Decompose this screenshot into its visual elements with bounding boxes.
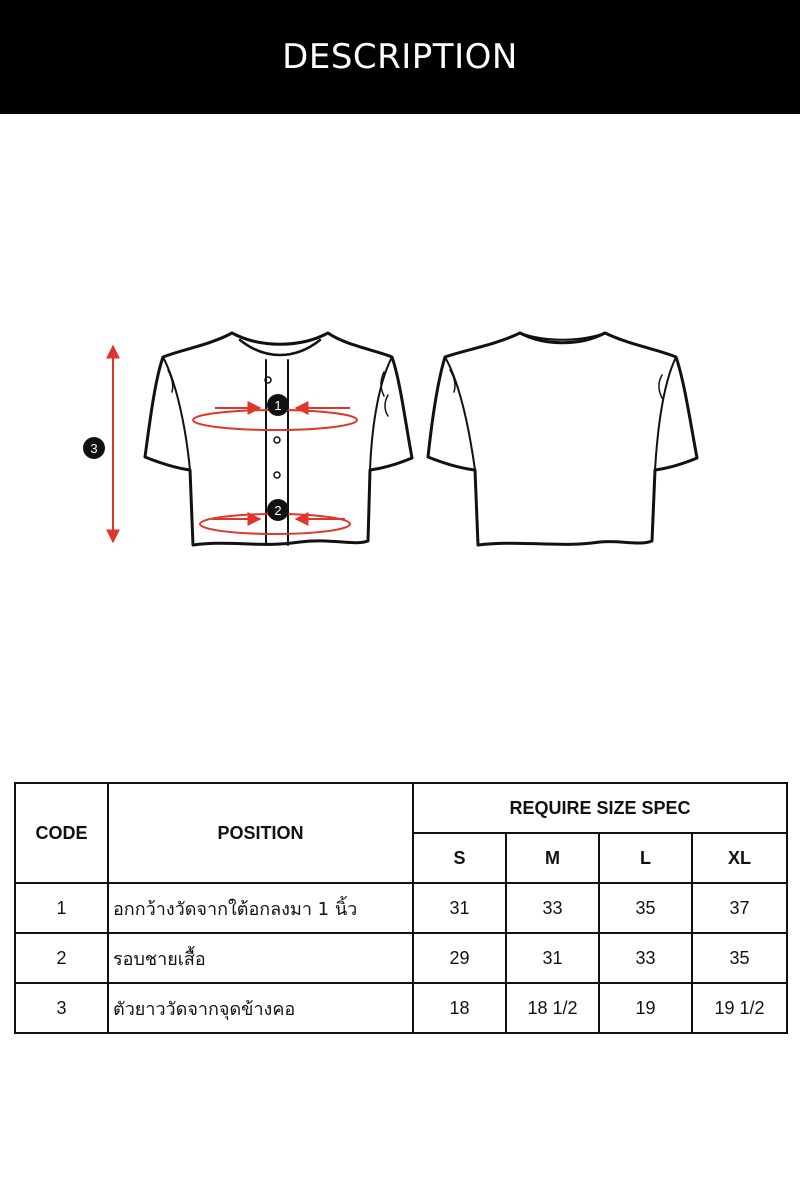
code-header: CODE	[15, 783, 108, 883]
row-value-l: 35	[599, 883, 692, 933]
row-value-m: 18 1/2	[506, 983, 599, 1033]
page-title: DESCRIPTION	[282, 37, 518, 77]
marker-1-label: 1	[274, 398, 282, 413]
marker-2-label: 2	[274, 503, 282, 518]
row-value-l: 19	[599, 983, 692, 1033]
back-shirt-drawing	[428, 333, 697, 545]
row-value-s: 31	[413, 883, 506, 933]
size-spec-table	[14, 782, 788, 1034]
size-header-l: L	[599, 833, 692, 883]
marker-3-label: 3	[90, 441, 98, 456]
row-value-m: 31	[506, 933, 599, 983]
position-header: POSITION	[108, 783, 413, 883]
size-header-m: M	[506, 833, 599, 883]
row-position: อกกว้างวัดจากใต้อกลงมา 1 นิ้ว	[108, 883, 413, 933]
row-value-s: 29	[413, 933, 506, 983]
row-position: ตัวยาววัดจากจุดข้างคอ	[108, 983, 413, 1033]
hem-measurement	[200, 499, 350, 534]
size-header-xl: XL	[692, 833, 787, 883]
spec-header: REQUIRE SIZE SPEC	[413, 783, 787, 833]
length-measurement	[83, 346, 113, 542]
page-header	[0, 0, 800, 114]
row-code: 2	[15, 933, 108, 983]
size-header-s: S	[413, 833, 506, 883]
row-value-xl: 37	[692, 883, 787, 933]
row-value-m: 33	[506, 883, 599, 933]
row-code: 3	[15, 983, 108, 1033]
table-row	[15, 933, 787, 983]
row-value-xl: 19 1/2	[692, 983, 787, 1033]
row-value-l: 33	[599, 933, 692, 983]
row-value-s: 18	[413, 983, 506, 1033]
table-row	[15, 983, 787, 1033]
row-position: รอบชายเสื้อ	[108, 933, 413, 983]
garment-measurement-diagram	[0, 300, 800, 580]
table-row	[15, 883, 787, 933]
row-value-xl: 35	[692, 933, 787, 983]
chest-measurement	[193, 394, 357, 430]
row-code: 1	[15, 883, 108, 933]
